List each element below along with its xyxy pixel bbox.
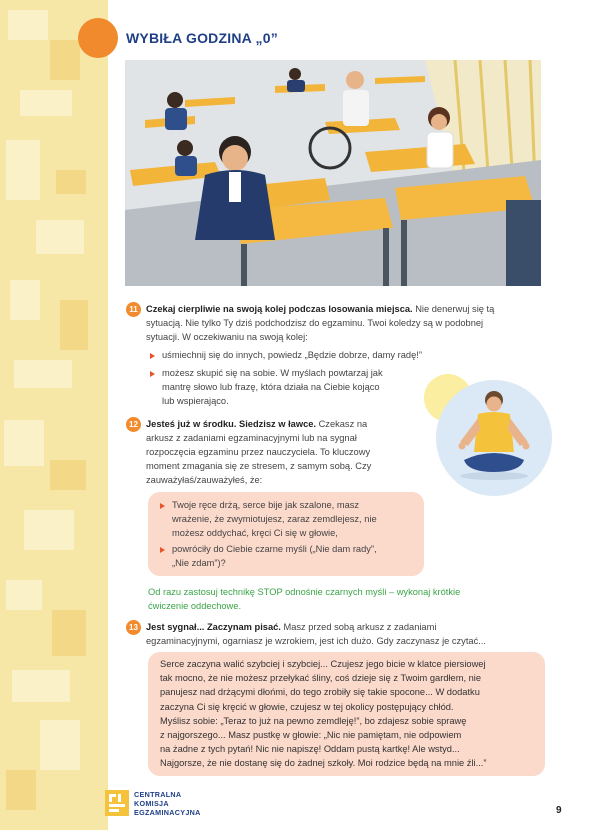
step11-bullet-2-line1: możesz skupić się na sobie. W myślach powtarzaj jak [162, 368, 383, 378]
step12-line1-rest: Czekasz na [316, 419, 368, 429]
narrative-line: zaczyna Ci się kręcić w głowie, czujesz w tej okolicy postępujący chłód. [160, 701, 454, 712]
narrative-line: Najgorsze, że nie dostanę się do żadnej szkoły. Moi rodzice będą na mnie źli...” [160, 758, 487, 769]
bullet-arrow-icon [150, 353, 155, 359]
step11-bullet-1: uśmiechnij się do innych, powiedz „Będzie dobrze, damy radę!” [162, 350, 422, 360]
orange-circle-decoration [78, 18, 118, 58]
step11-bullet-2-line3: lub wspierająco. [162, 396, 229, 406]
step11-bullet-2-line2: mantrę słowo lub frazę, która działa na Ciebie kojąco [162, 382, 380, 392]
step11-line1-rest: Nie denerwuj się tą [412, 304, 495, 314]
meditating-person-illustration [420, 372, 560, 500]
step12-line5: zauważyłaś/zauważyłeś, że: [146, 475, 263, 485]
narrative-line: panujesz nad drżącymi dłońmi, do tego zrobiły się takie spocone... W dodatku [160, 687, 480, 698]
callout-bullet-1-line2: wrażenie, że zwymiotujesz, zaraz zemdlejesz, nie [172, 514, 377, 524]
narrative-line: z najgorszego... Masz pustkę w głowie: „Nic nie pamiętam, nie odpowiem [160, 730, 462, 741]
narrative-line: Myślisz sobie: „Teraz to już na pewno zemdleję!”, bo zdajesz sobie sprawę [160, 715, 467, 726]
page-number: 9 [556, 805, 562, 816]
bullet-arrow-icon [160, 547, 165, 553]
step12-line4: moment zmagania się ze stresem, z samym sobą. Czy [146, 461, 372, 471]
logo-text-line1: CENTRALNA [134, 790, 182, 799]
cke-logo-icon [105, 790, 129, 816]
page-title: WYBIŁA GODZINA „0” [126, 30, 278, 46]
anxiety-narrative-text [160, 657, 486, 771]
callout-bullet-1-line3: możesz oddychać, kręci Ci się w głowie, [172, 528, 338, 538]
step12-line1 [146, 417, 367, 431]
decorative-sidebar [0, 0, 108, 830]
step11-heading: Czekaj cierpliwie na swoją kolej podczas losowania miejsca. [146, 304, 413, 314]
step-number-12: 12 [126, 417, 141, 432]
narrative-line: tak mocno, że nie możesz przełykać śliny, coś dzieje się z Twoim gardłem, nie [160, 673, 482, 684]
step11-line3: sytuacji. W oczekiwaniu na swoją kolej: [146, 332, 308, 342]
step11-line1 [146, 302, 494, 316]
narrative-line: na żadne z tych pytań! Nic nie napiszę! Oddam pustą kartkę! Ale wstyd... [160, 744, 460, 755]
step-number-11: 11 [126, 302, 141, 317]
step12-heading: Jesteś już w środku. Siedzisz w ławce. [146, 419, 316, 429]
callout-bullet-2-line2: „Nie zdam”)? [172, 558, 226, 568]
step13-line1 [146, 620, 436, 634]
step11-line2: sytuacją. Nie tylko Ty dziś podchodzisz do egzaminu. Twoi koledzy są w podobnej [146, 318, 484, 328]
bullet-arrow-icon [150, 371, 155, 377]
stop-technique-tip-line2: ćwiczenie oddechowe. [148, 601, 242, 611]
callout-bullet-1-line1: Twoje ręce drżą, serce bije jak szalone, masz [172, 500, 360, 510]
step12-line3: rozpoczęcia egzaminu przez nauczyciela. To kluczowy [146, 447, 371, 457]
step13-line2: egzaminacyjnymi, ogarniasz je wzrokiem, jest ich dużo. Gdy zaczynasz je czytać... [146, 636, 486, 646]
bullet-arrow-icon [160, 503, 165, 509]
step13-line1-rest: Masz przed sobą arkusz z zadaniami [280, 622, 437, 632]
logo-text-line2: KOMISJA [134, 799, 169, 808]
stop-technique-tip-line1: Od razu zastosuj technikę STOP odnośnie czarnych myśli – wykonaj krótkie [148, 587, 461, 597]
narrative-line: Serce zaczyna walić szybciej i szybciej... Czujesz jego bicie w klatce piersiowej [160, 659, 486, 669]
step12-line2: arkusz z zadaniami egzaminacyjnymi lub na sygnał [146, 433, 357, 443]
logo-text-line3: EGZAMINACYJNA [134, 808, 201, 817]
callout-bullet-2-line1: powróciły do Ciebie czarne myśli („Nie dam rady”, [172, 544, 377, 554]
exam-room-illustration [125, 60, 541, 286]
step-number-13: 13 [126, 620, 141, 635]
step13-heading: Jest sygnał... Zaczynam pisać. [146, 622, 281, 632]
